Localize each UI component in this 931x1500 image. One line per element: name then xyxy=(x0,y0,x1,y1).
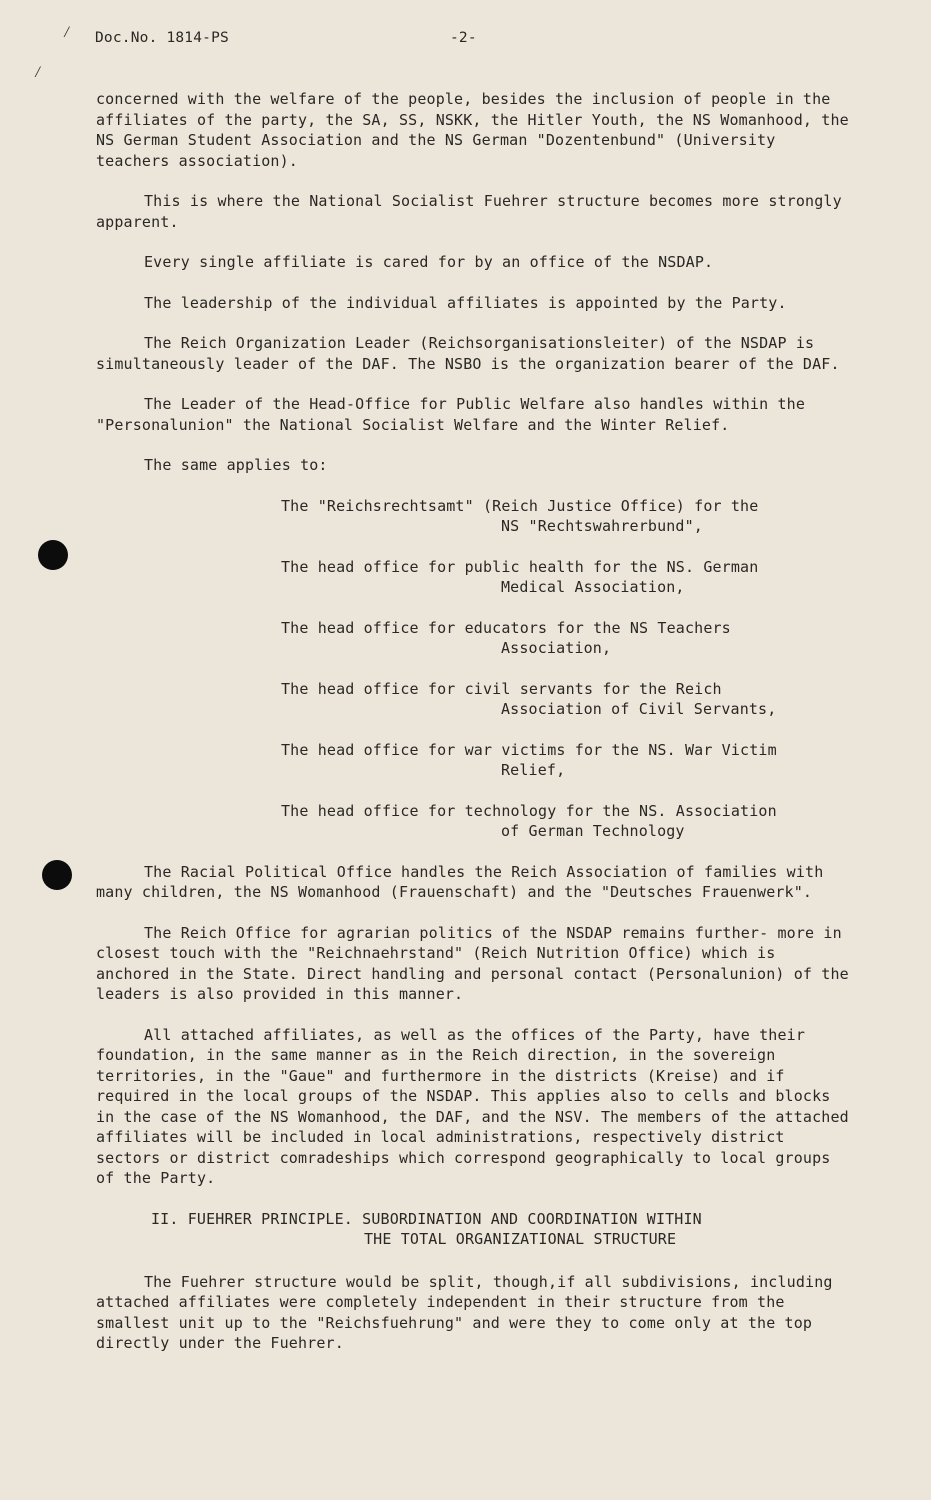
paragraph-text: their foundation, in the same manner as in the Reich direction, in the sovereign territories, in the "Gaue" and furthermore in the districts (Kreise) and if required in the local groups of the NSDAP. This applies also to cells and blocks in the case of the NS Womanhood, the DAF, and the NSV. The members of the attached affiliates will be included in local administrations, respectively district sectors or district comradeships which correspond geographically to local groups of the Party. xyxy=(96,1025,849,1187)
paragraph-first-line: All attached affiliates, as well as the offices of the Party, have xyxy=(144,1025,750,1044)
paragraph-first-line: The Reich Organization Leader (Reichsorganisationsleiter) of the NSDAP xyxy=(144,334,787,352)
paragraph-first-line: The Racial Political Office handles the Reich Association of families xyxy=(144,862,778,881)
section-heading xyxy=(96,1209,856,1250)
paragraph-first-line: The Reich Office for agrarian politics of the NSDAP remains further- xyxy=(144,923,769,942)
list-item-line: The head office for war victims for the NS. War Victim xyxy=(281,740,777,759)
list-item-line: The head office for public health for the NS. German xyxy=(281,557,759,576)
list-item-continuation: of German Technology xyxy=(501,822,685,840)
paragraph xyxy=(96,252,856,273)
paragraph-text: more in closest touch with the "Reichnaehrstand" (Reich Nutrition Office) which is anchored in the State. Direct handling and personal contact (Personalunion) of the leaders is also provided in this manner. xyxy=(96,923,849,1003)
list-item xyxy=(96,801,856,842)
paragraph xyxy=(96,923,856,1005)
list-item xyxy=(96,557,856,598)
paragraph-first-line: This is where the National Socialist Fuehrer structure becomes more xyxy=(144,192,760,210)
paragraph xyxy=(96,1272,856,1354)
paragraph xyxy=(96,191,856,232)
paragraph-first-line: The Leader of the Head-Office for Public Welfare also handles within xyxy=(144,395,769,413)
punch-hole xyxy=(38,540,68,570)
pen-mark: ⁄ xyxy=(62,22,72,41)
section-heading-line: THE TOTAL ORGANIZATIONAL STRUCTURE xyxy=(364,1230,677,1248)
list-item-line: The "Reichsrechtsamt" (Reich Justice Office) for the xyxy=(281,496,759,515)
paragraph xyxy=(96,333,856,374)
list-item-continuation: NS "Rechtswahrerbund", xyxy=(501,517,703,535)
paragraph xyxy=(96,862,856,903)
paragraph-text: strongly apparent. xyxy=(96,192,842,231)
list-item xyxy=(96,618,856,659)
paragraph xyxy=(96,1025,856,1189)
section-heading-line: II. FUEHRER PRINCIPLE. SUBORDINATION AND COORDINATION WITHIN xyxy=(151,1209,702,1228)
page-number: -2- xyxy=(450,30,477,46)
paragraph-first-line: The leadership of the individual affiliates is appointed by the Party. xyxy=(144,293,787,312)
paragraph-text: including attached affiliates were completely independent in their structure from the smallest unit up to the "Reichsfuehrung" and were they to come only at the top directly under the Fuehrer. xyxy=(96,1272,833,1352)
paragraph-text: with many children, the NS Womanhood (Frauenschaft) and the "Deutsches Frauenwerk". xyxy=(96,862,824,901)
paragraph xyxy=(96,89,856,171)
document-body xyxy=(96,89,856,1374)
list-item-continuation: Medical Association, xyxy=(501,578,685,596)
list-item-continuation: Association, xyxy=(501,639,612,657)
paragraph-first-line: Every single affiliate is cared for by an office of the NSDAP. xyxy=(144,253,714,271)
list-item xyxy=(96,679,856,720)
applies-intro: The same applies to: xyxy=(144,456,328,474)
list-item-line: The head office for educators for the NS Teachers xyxy=(281,618,731,637)
punch-hole xyxy=(42,860,72,890)
paragraph xyxy=(96,293,856,314)
list-item-continuation: Relief, xyxy=(501,761,566,779)
paragraph-text: in the affiliates of the party, the SA, SS, NSKK, the Hitler Youth, the NS Womanhood, the NS German Student Association and the NS German "Dozentenbund" (University teachers association). xyxy=(96,90,849,170)
pen-mark: ⁄ xyxy=(33,62,43,81)
list-item xyxy=(96,740,856,781)
list-item-line: The head office for technology for the NS. Association xyxy=(281,801,777,820)
paragraph-text: the "Personalunion" the National Socialist Welfare and the Winter Relief. xyxy=(96,395,806,434)
list-item-continuation: Association of Civil Servants, xyxy=(501,700,777,718)
list-item-line: The head office for civil servants for the Reich xyxy=(281,679,722,698)
list-item xyxy=(96,496,856,537)
doc-number: Doc.No. 1814-PS xyxy=(95,30,229,46)
paragraph-text: is simultaneously leader of the DAF. The NSBO is the organization bearer of the DAF. xyxy=(96,334,840,373)
page-header xyxy=(95,30,515,46)
paragraph-first-line: concerned with the welfare of the people, besides the inclusion of people xyxy=(96,90,767,108)
paragraph xyxy=(96,394,856,435)
paragraph-first-line: The Fuehrer structure would be split, though,if all subdivisions, xyxy=(144,1272,741,1291)
